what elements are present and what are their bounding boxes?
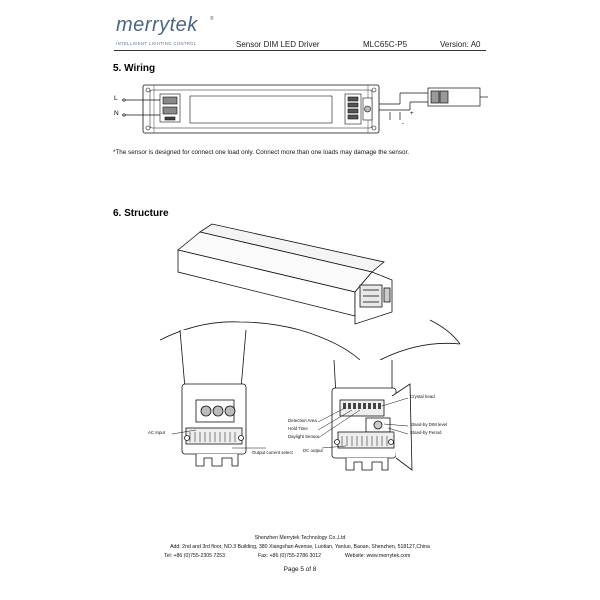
label-detection-area: Detection Area	[288, 418, 317, 423]
logo-wordmark: merrytek	[116, 14, 198, 36]
footer-company: Shenzhen Merrytek Technology Co.,Ltd	[254, 535, 346, 541]
sensor-end-view	[332, 360, 412, 470]
model-number: MLC65C-P5	[363, 40, 408, 49]
ac-end-view	[180, 330, 246, 466]
label-hold-time: Hold Time	[288, 426, 308, 431]
footer-fax: Fax: +86 (0)755-2786 3012	[258, 553, 322, 559]
page-number: Page 5 of 8	[283, 566, 317, 573]
terminal-n-label: N	[114, 110, 119, 117]
label-standby-period: Stand-by Period	[410, 430, 442, 435]
footer-tel: Tel: +86 (0)755-2305 7253	[164, 553, 225, 559]
terminal-l-label: L	[114, 95, 118, 102]
dc-plus-label: +	[410, 111, 414, 117]
version-label: Version: A0	[440, 40, 481, 49]
footer-address: Add: 2nd and 3rd floor, NO.3 Building, 380 Xiangshan Avenue, Luotian, Yanluo, Baoan, Shenzhen, 518127,China	[170, 544, 430, 550]
footer-website: Website: www.merrytek.com	[345, 553, 411, 559]
wiring-note: *The sensor is designed for connect one load only. Connect more than one loads may damage the sensor.	[113, 149, 410, 156]
label-standby-dim-level: Stand-by DIM level	[410, 422, 448, 427]
document-title: Sensor DIM LED Driver	[236, 40, 320, 49]
label-crystal-head: Crystal head	[410, 394, 435, 399]
dc-minus-label: -	[402, 121, 404, 127]
footer-contact-row	[0, 553, 600, 561]
logo-registered-mark: ®	[210, 16, 214, 22]
structure-heading: 6. Structure	[113, 208, 169, 219]
label-ac-input: AC Input	[148, 430, 166, 435]
wiring-heading: 5. Wiring	[113, 63, 156, 74]
label-dc-output: DC output	[303, 448, 323, 453]
label-output-current-select: Output current select	[252, 450, 293, 455]
label-daylight-sensor: Daylight Sensor	[288, 434, 319, 439]
logo-tagline: INTELLIGENT LIGHTING CONTROL	[116, 41, 197, 46]
